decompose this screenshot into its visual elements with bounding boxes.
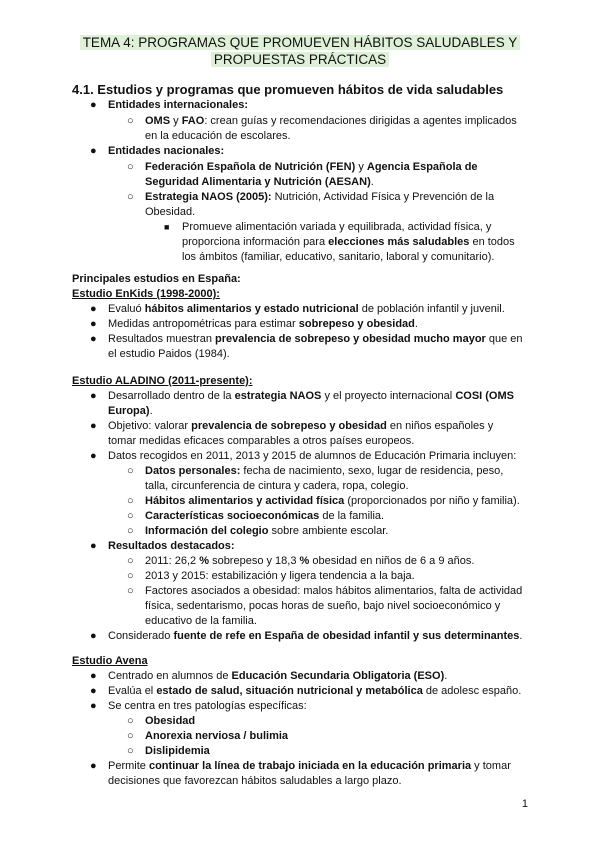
bullet-dot-icon: ● [90, 333, 97, 345]
bullet-circle-icon: ○ [127, 745, 134, 757]
bullet-circle-icon: ○ [127, 495, 134, 507]
aladino-resultado-3: Factores asociados a obesidad: malos hábitos alimentarios, falta de actividad [145, 585, 523, 597]
bullet-dot-icon: ● [90, 145, 97, 157]
aladino-heading: Estudio ALADINO (2011-presente): [72, 375, 253, 387]
naos-sub-line-3: los ámbitos (familiar, educativo, sanitario, laboral y comunitario). [182, 251, 495, 263]
aladino-bullet-2-cont: tomar medidas eficaces comparables a otros países europeos. [108, 435, 415, 447]
avena-bullet-4-cont: decisiones que favorezcan hábitos saludables a largo plazo. [108, 775, 402, 787]
aladino-bullet-1: Desarrollado dentro de la estrategia NAOS y el proyecto internacional COSI (OMS [108, 390, 514, 402]
aladino-resultados-heading: Resultados destacados: [108, 540, 235, 552]
aladino-datos-1-cont: talla, circunferencia de cintura y cadera, ropa, colegio. [145, 480, 409, 492]
aladino-datos-1: Datos personales: fecha de nacimiento, sexo, lugar de residencia, peso, [145, 465, 504, 477]
bullet-dot-icon: ● [90, 760, 97, 772]
avena-heading: Estudio Avena [72, 655, 148, 667]
avena-bullet-4: Permite continuar la línea de trabajo iniciada en la educación primaria y tomar [108, 760, 511, 772]
aladino-bullet-2: Objetivo: valorar prevalencia de sobrepeso y obesidad en niños españoles y [108, 420, 494, 432]
avena-patologia-1: Obesidad [145, 715, 196, 727]
aladino-resultado-1: 2011: 26,2 % sobrepeso y 18,3 % obesidad en niños de 6 a 9 años. [145, 555, 475, 567]
avena-bullet-3: Se centra en tres patologías específicas: [108, 700, 307, 712]
aladino-resultado-3-cont-2: educativo de la familia. [145, 615, 257, 627]
bullet-dot-icon: ● [90, 318, 97, 330]
enkids-bullet-2: Medidas antropométricas para estimar sobrepeso y obesidad. [108, 318, 418, 330]
aladino-bullet-1-cont: Europa). [108, 405, 153, 417]
bullet-dot-icon: ● [90, 450, 97, 462]
enkids-bullet-1: Evaluó hábitos alimentarios y estado nutricional de población infantil y juvenil. [108, 303, 505, 315]
enkids-bullet-3-cont: el estudio Paidos (1984). [108, 348, 230, 360]
bullet-circle-icon: ○ [127, 191, 134, 203]
page-number: 1 [521, 798, 528, 810]
bullet-square-icon: ■ [164, 222, 170, 232]
bullet-dot-icon: ● [90, 670, 97, 682]
bullet-circle-icon: ○ [127, 510, 134, 522]
bullet-circle-icon: ○ [127, 585, 134, 597]
entidades-internacionales-heading: Entidades internacionales: [108, 99, 248, 111]
bullet-dot-icon: ● [90, 303, 97, 315]
bullet-circle-icon: ○ [127, 555, 134, 567]
nacionales-naos-line-1: Estrategia NAOS (2005): Nutrición, Actividad Física y Prevención de la [145, 191, 495, 203]
bullet-dot-icon: ● [90, 390, 97, 402]
bullet-dot-icon: ● [90, 540, 97, 552]
bullet-dot-icon: ● [90, 99, 97, 111]
internacionales-line-2: en la educación de escolares. [145, 130, 291, 142]
bullet-circle-icon: ○ [127, 525, 134, 537]
avena-bullet-2: Evalúa el estado de salud, situación nutricional y metabólica de adolesc españo. [108, 685, 522, 697]
bullet-circle-icon: ○ [127, 730, 134, 742]
avena-patologia-3: Dislipidemia [145, 745, 210, 757]
aladino-bullet-5: Considerado fuente de refe en España de obesidad infantil y sus determinantes. [108, 630, 523, 642]
title-line-2: PROPUESTAS PRÁCTICAS [211, 52, 389, 67]
entidades-nacionales-heading: Entidades nacionales: [108, 145, 225, 157]
bullet-circle-icon: ○ [127, 465, 134, 477]
nacionales-fen-line-2: Seguridad Alimentaria y Nutrición (AESAN). [145, 176, 374, 188]
document-title [70, 34, 530, 68]
enkids-bullet-3: Resultados muestran prevalencia de sobrepeso y obesidad mucho mayor que en [108, 333, 523, 345]
section-heading: 4.1. Estudios y programas que promueven hábitos de vida saludables [72, 82, 504, 97]
aladino-datos-3: Características socioeconómicas de la familia. [145, 510, 385, 522]
aladino-bullet-3: Datos recogidos en 2011, 2013 y 2015 de alumnos de Educación Primaria incluyen: [108, 450, 517, 462]
naos-sub-line-2: proporciona información para elecciones más saludables en todos [182, 236, 515, 248]
avena-bullet-1: Centrado en alumnos de Educación Secundaria Obligatoria (ESO). [108, 670, 448, 682]
naos-sub-line-1: Promueve alimentación variada y equilibrada, actividad física, y [182, 221, 492, 233]
bullet-circle-icon: ○ [127, 570, 134, 582]
bullet-circle-icon: ○ [127, 715, 134, 727]
bullet-dot-icon: ● [90, 700, 97, 712]
aladino-datos-2: Hábitos alimentarios y actividad física (proporcionados por niño y familia). [145, 495, 520, 507]
nacionales-fen-line-1: Federación Española de Nutrición (FEN) y Agencia Española de [145, 161, 478, 173]
avena-patologia-2: Anorexia nerviosa / bulimia [145, 730, 289, 742]
internacionales-line-1: OMS y FAO: crean guías y recomendaciones dirigidas a agentes implicados [145, 115, 517, 127]
bullet-dot-icon: ● [90, 685, 97, 697]
aladino-datos-4: Información del colegio sobre ambiente escolar. [145, 525, 389, 537]
principales-estudios-heading: Principales estudios en España: [72, 273, 241, 285]
bullet-circle-icon: ○ [127, 115, 134, 127]
title-line-1: TEMA 4: PROGRAMAS QUE PROMUEVEN HÁBITOS SALUDABLES Y [80, 35, 521, 50]
enkids-heading: Estudio EnKids (1998-2000): [72, 288, 220, 300]
aladino-resultado-3-cont-1: física, sedentarismo, pocas horas de sueño, bajo nivel socioeconómico y [145, 600, 501, 612]
bullet-dot-icon: ● [90, 420, 97, 432]
aladino-resultado-2: 2013 y 2015: estabilización y ligera tendencia a la baja. [145, 570, 415, 582]
bullet-circle-icon: ○ [127, 161, 134, 173]
bullet-dot-icon: ● [90, 630, 97, 642]
nacionales-naos-line-2: Obesidad. [145, 206, 196, 218]
